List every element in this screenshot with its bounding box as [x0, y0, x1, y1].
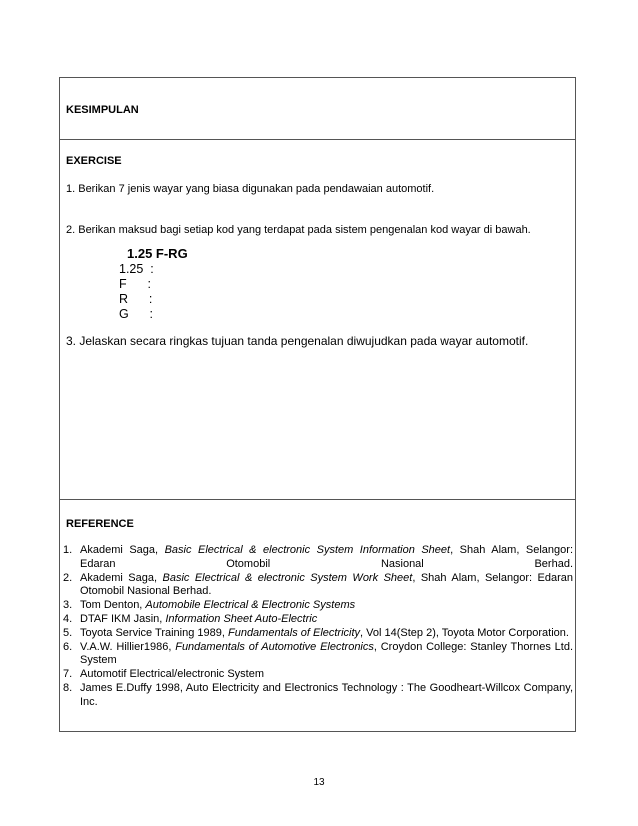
reference-text: , Vol 14(Step 2), Toyota Motor Corporation. — [360, 626, 569, 639]
wire-code-line: G : — [119, 307, 154, 321]
reference-text: Akademi Saga, — [80, 571, 163, 584]
wire-code-line: F : — [119, 277, 151, 291]
reference-heading: REFERENCE — [66, 518, 134, 530]
page-number: 13 — [313, 777, 325, 788]
kesimpulan-heading: KESIMPULAN — [66, 104, 139, 116]
reference-item — [63, 613, 573, 627]
reference-text: , Shah Alam, Selangor: Edaran Otomobil Nasional Berhad. — [80, 571, 573, 598]
reference-title: Automobile Electrical & Electronic Systems — [145, 599, 356, 612]
reference-text: Toyota Service Training 1989, — [80, 626, 228, 639]
reference-item — [63, 668, 573, 682]
reference-title: Basic Electrical & electronic System Work Sheet — [162, 571, 413, 584]
reference-item — [63, 599, 573, 613]
reference-text: Akademi Saga, — [80, 544, 165, 556]
reference-title: Fundamentals of Automotive Electronics — [175, 640, 374, 653]
reference-number: 7. — [63, 668, 73, 681]
reference-item — [63, 627, 573, 641]
reference-item — [63, 641, 573, 669]
reference-number: 2. — [63, 571, 73, 584]
reference-item — [63, 682, 573, 710]
wire-code-title: 1.25 F-RG — [127, 246, 188, 261]
reference-number: 6. — [63, 640, 73, 653]
reference-text: Automotif Electrical/electronic System — [80, 668, 265, 681]
reference-text: , Shah Alam, Selangor: Edaran Otomobil Nasional Berhad. — [80, 544, 573, 570]
reference-text: V.A.W. Hillier1986, — [80, 640, 176, 653]
reference-title: Basic Electrical & electronic System Information Sheet — [164, 544, 451, 556]
reference-number: 1. — [63, 544, 73, 556]
exercise-question-2: 2. Berikan maksud bagi setiap kod yang terdapat pada sistem pengenalan kod wayar di bawah. — [66, 224, 531, 236]
reference-number: 5. — [63, 626, 73, 639]
reference-text: Tom Denton, — [80, 599, 146, 612]
reference-text: DTAF IKM Jasin, — [80, 612, 166, 625]
reference-number: 3. — [63, 599, 73, 612]
reference-item — [63, 572, 573, 600]
exercise-question-1: 1. Berikan 7 jenis wayar yang biasa digunakan pada pendawaian automotif. — [66, 183, 435, 195]
exercise-heading: EXERCISE — [66, 155, 122, 167]
exercise-question-3: 3. Jelaskan secara ringkas tujuan tanda pengenalan diwujudkan pada wayar automotif. — [66, 334, 529, 348]
reference-text: James E.Duffy 1998, Auto Electricity and Electronics Technology : The Goodheart-Willcox Company, Inc. — [80, 681, 573, 708]
reference-item — [63, 544, 573, 572]
reference-list — [63, 544, 573, 710]
reference-number: 8. — [63, 681, 73, 694]
reference-number: 4. — [63, 612, 73, 625]
wire-code-line: R : — [119, 292, 153, 306]
wire-code-line: 1.25 : — [119, 262, 154, 276]
reference-text: , Croydon College: Stanley Thornes Ltd. System — [80, 640, 574, 667]
reference-title: Fundamentals of Electricity — [227, 626, 361, 639]
reference-title: Information Sheet Auto-Electric — [165, 612, 318, 625]
